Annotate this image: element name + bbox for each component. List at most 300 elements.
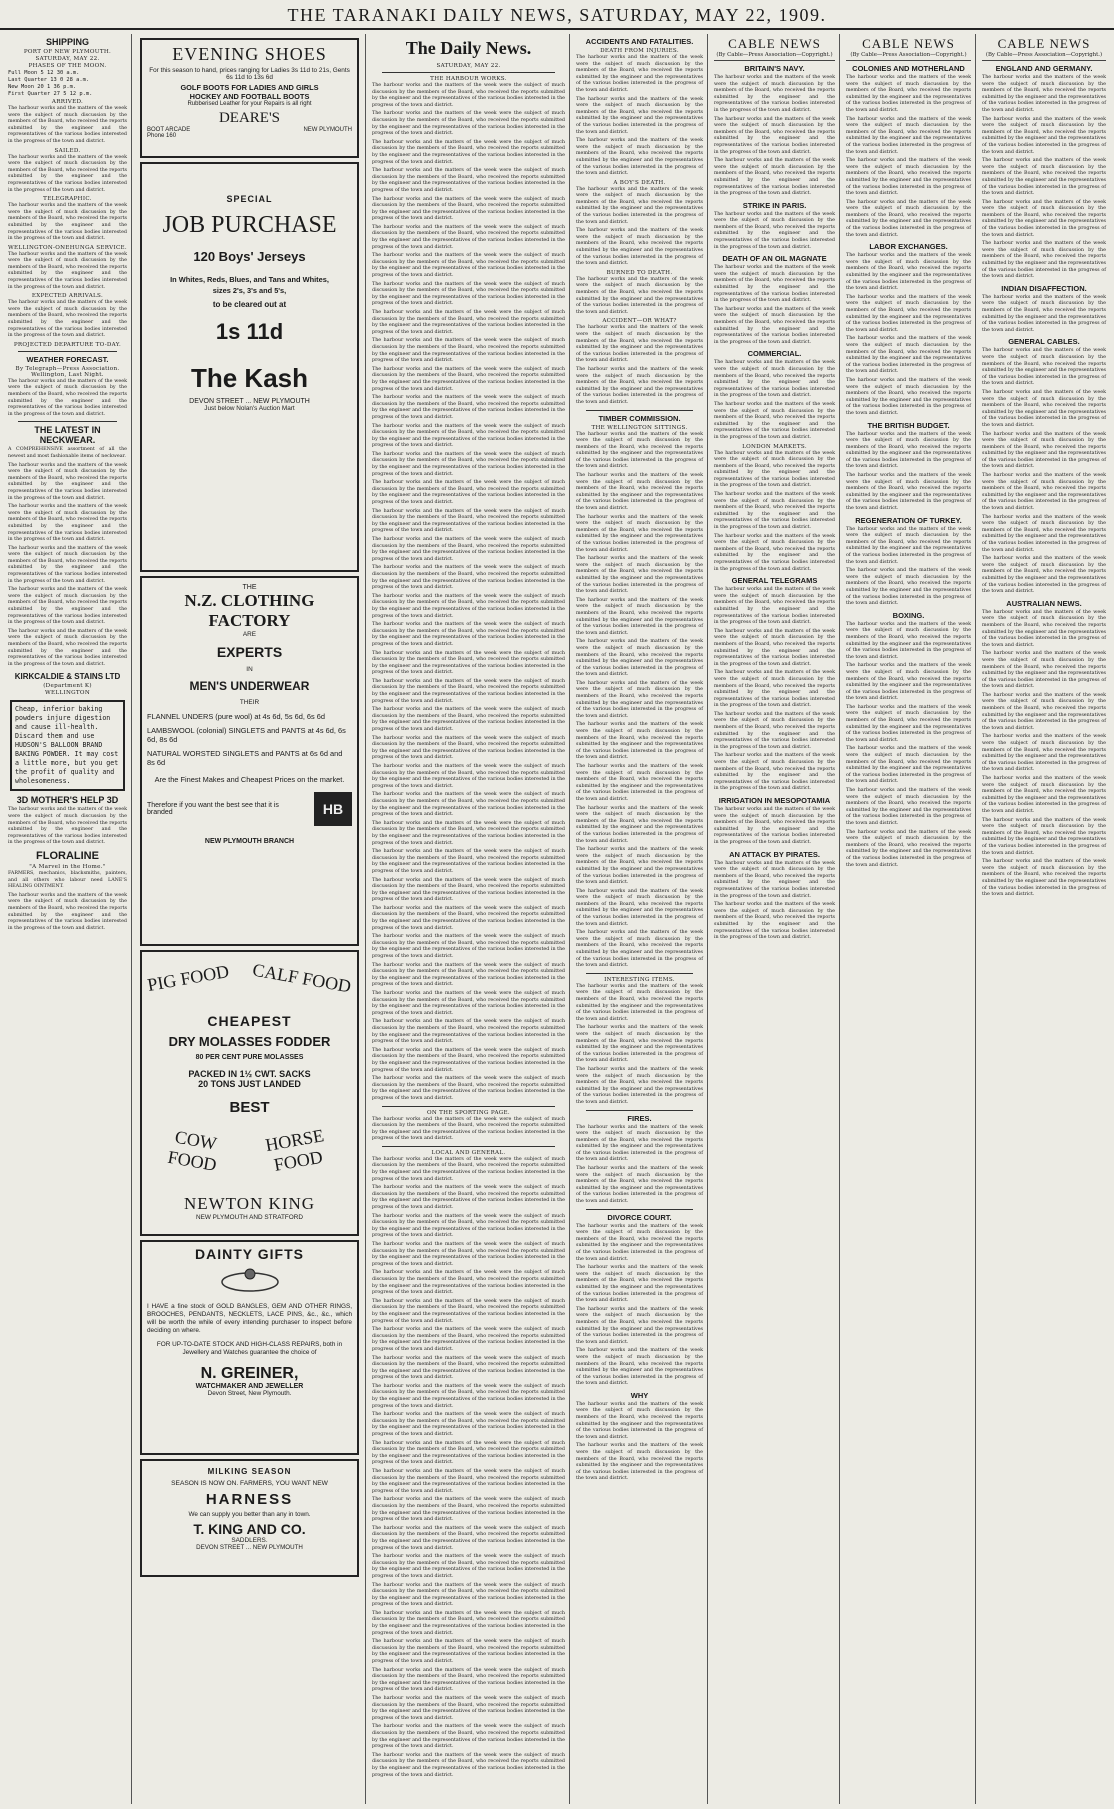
filler-text: The harbour works and the matters of the week were the subject of much discussion by the members of the Board, who received the reports submitted by the engineer and the representatives of the various bodies interested in the progress of the town and district. — [372, 281, 565, 307]
filler-text: The harbour works and the matters of the week were the subject of much discussion by the members of the Board, who received the reports submitted by the engineer and the representatives of the various bodies interested in the progress of the town and district. — [714, 860, 835, 899]
strike-heading: STRIKE IN PARIS. — [742, 200, 807, 210]
filler-text: The harbour works and the matters of the week were the subject of much discussion by the members of the Board, who received the reports submitted by the engineer and the representatives of the various bodies interested in the progress of the town and district. — [982, 75, 1106, 113]
markets-subheading: LONDON MARKETS. — [742, 443, 807, 450]
sailed-heading: SAILED. — [54, 147, 81, 154]
filler-text: The harbour works and the matters of the week were the subject of much discussion by the members of the Board, who received the reports submitted by the engineer and the representatives of the various bodies interested in the progress of the town and district. — [372, 735, 565, 761]
filler-text: The harbour works and the matters of the week were the subject of much discussion by the members of the Board, who received the reports submitted by the engineer and the representatives of the various bodies interested in the progress of the town and district. — [576, 597, 703, 636]
filler-text: The harbour works and the matters of the week were the subject of much discussion by the members of the Board, who received the reports submitted by the engineer and the representatives of the various bodies interested in the progress of the town and district. — [846, 663, 971, 702]
fodder-top-row — [145, 959, 354, 997]
filler-text: The harbour works and the matters of the week were the subject of much discussion by the members of the Board, who received the reports submitted by the engineer and the representatives of the various bodies interested in the progress of the town and district. — [8, 504, 127, 543]
filler-text: The harbour works and the matters of the week were the subject of much discussion by the members of the Board, who received the reports submitted by the engineer and the representatives of the various bodies interested in the progress of the town and district. — [372, 593, 565, 619]
filler-text: The harbour works and the matters of the week were the subject of much discussion by the members of the Board, who received the reports submitted by the engineer and the representatives of the various bodies interested in the progress of the town and district. — [846, 788, 971, 826]
filler-text: The harbour works and the matters of the week were the subject of much discussion by the members of the Board, who received the reports submitted by the engineer and the representatives of the various bodies interested in the progress of the town and district. — [372, 168, 565, 193]
fodder-dry: DRY MOLASSES FODDER — [168, 1034, 331, 1049]
filler-text: The harbour works and the matters of the week were the subject of much discussion by the members of the Board, who received the reports submitted by the engineer and the representatives of the various bodies interested in the progress of the town and district. — [982, 116, 1106, 155]
cable-credit: (By Cable—Press Association—Copyright.) — [846, 52, 971, 61]
balloon-ad: Cheap, inferior baking powders injure digestion and cause ill-health. Discard them and use HUDSON'S BALLOON BRAND BAKING POWDER. It may cost a little more, but you get the profit of quality and wholesomeness. — [10, 700, 125, 791]
clothing-underwear: MEN'S UNDERWEAR — [189, 679, 310, 693]
moon-title: PHASES OF THE MOON. — [28, 63, 107, 69]
filler-text: The harbour works and the matters of the week were the subject of much discussion by the members of the Board, who received the reports submitted by the engineer and the representatives of the various bodies interested in the progress of the town and district. — [714, 807, 835, 845]
filler-text: The harbour works and the matters of the week were the subject of much discussion by the members of the Board, who received the reports submitted by the engineer and the representatives of the various bodies interested in the progress of the town and district. — [982, 817, 1106, 856]
filler-text: The harbour works and the matters of the week were the subject of much discussion by the members of the Board, who received the reports submitted by the engineer and the representatives of the various bodies interested in the progress of the town and district. — [372, 764, 565, 789]
filler-text: The harbour works and the matters of the week were the subject of much discussion by the members of the Board, who received the reports submitted by the engineer and the representatives of the various bodies interested in the progress of the town and district. — [8, 807, 127, 846]
filler-text: The harbour works and the matters of the week were the subject of much discussion by the members of the Board, who received the reports submitted by the engineer and the representatives of the various bodies interested in the progress of the town and district. — [372, 366, 565, 392]
kirkcaldie-name: KIRKCALDIE & STAINS LTD — [14, 672, 121, 682]
harness-title: MILKING SEASON — [207, 1467, 292, 1476]
clothing-lambswool: LAMBSWOOL (colonial) SINGLETS and PANTS at 4s 6d, 6s 6d, 8s 6d — [147, 726, 346, 744]
filler-text: The harbour works and the matters of the week were the subject of much discussion by the members of the Board, who received the reports submitted by the engineer and the representatives of the various bodies interested in the progress of the town and district. — [714, 670, 835, 709]
filler-text: The harbour works and the matters of the week were the subject of much discussion by the members of the Board, who received the reports submitted by the engineer and the representatives of the various bodies interested in the progress of the town and district. — [846, 294, 971, 333]
filler-text: The harbour works and the matters of the week were the subject of much discussion by the members of the Board, who received the reports submitted by the engineer and the representatives of the various bodies interested in the progress of the town and district. — [846, 431, 971, 470]
filler-text: The harbour works and the matters of the week were the subject of much discussion by the members of the Board, who received the reports submitted by the engineer and the representatives of the various bodies interested in the progress of the town and district. — [372, 991, 565, 1016]
filler-text: The harbour works and the matters of the week were the subject of much discussion by the members of the Board, who received the reports submitted by the engineer and the representatives of the various bodies interested in the progress of the town and district. — [8, 587, 127, 626]
filler-text: The harbour works and the matters of the week were the subject of much discussion by the members of the Board, who received the reports submitted by the engineer and the representatives of the various bodies interested in the progress of the town and district. — [372, 1019, 565, 1045]
filler-text: The harbour works and the matters of the week were the subject of much discussion by the members of the Board, who received the reports submitted by the engineer and the representatives of the various bodies interested in the progress of the town and district. — [372, 1610, 565, 1636]
dainty-body: I HAVE a fine stock of GOLD BANGLES, GEM AND OTHER RINGS, BROOCHES, PENDANTS, NECKLETS, LACE PINS, &c., &c., which will be worth the while of every intending purchaser to inspect before deciding on where. — [147, 1303, 352, 1334]
filler-text: The harbour works and the matters of the week were the subject of much discussion by the members of the Board, who received the reports submitted by the engineer and the representatives of the various bodies interested in the progress of the town and district. — [576, 1401, 703, 1440]
turkey-heading: REGENERATION OF TURKEY. — [855, 515, 962, 525]
filler-text: The harbour works and the matters of the week were the subject of much discussion by the members of the Board, who received the reports submitted by the engineer and the representatives of the various bodies interested in the progress of the town and district. — [372, 820, 565, 846]
filler-text: The harbour works and the matters of the week were the subject of much discussion by the members of the Board, who received the reports submitted by the engineer and the representatives of the various bodies interested in the progress of the town and district. — [372, 1298, 565, 1324]
kash-price: 1s 11d — [215, 319, 284, 344]
filler-text: The harbour works and the matters of the week were the subject of much discussion by the members of the Board, who received the reports submitted by the engineer and the representatives of the various bodies interested in the progress of the town and district. — [8, 892, 127, 931]
filler-text: The harbour works and the matters of the week were the subject of much discussion by the members of the Board, who received the reports submitted by the engineer and the representatives of the various bodies interested in the progress of the town and district. — [372, 678, 565, 704]
dainty-title: DAINTY GIFTS — [195, 1246, 304, 1262]
filler-text: The harbour works and the matters of the week were the subject of much discussion by the members of the Board, who received the reports submitted by the engineer and the representatives of the various bodies interested in the progress of the town and district. — [372, 338, 565, 364]
evening-shoes-hockey: HOCKEY AND FOOTBALL BOOTS — [189, 92, 310, 101]
filler-text: The harbour works and the matters of the week were the subject of much discussion by the members of the Board, who received the reports submitted by the engineer and the representatives of the various bodies interested in the progress of the town and district. — [372, 83, 565, 108]
filler-text: The harbour works and the matters of the week were the subject of much discussion by the members of the Board, who received the reports submitted by the engineer and the representatives of the various bodies interested in the progress of the town and district. — [576, 639, 703, 678]
column-cable-3 — [978, 34, 1110, 1804]
departure-heading: PROJECTED DEPARTURE TO-DAY. — [13, 341, 122, 348]
column-cable-1 — [710, 34, 840, 1804]
navy-heading: BRITAIN'S NAVY. — [744, 64, 805, 73]
filler-text: The harbour works and the matters of the week were the subject of much discussion by the members of the Board, who received the reports submitted by the engineer and the representatives of the various bodies interested in the progress of the town and district. — [714, 306, 835, 345]
calf-food-label: CALF FOOD — [251, 959, 354, 997]
arrived-heading: ARRIVED. — [51, 99, 84, 105]
mothers-help-title: 3D MOTHER'S HELP 3D — [16, 795, 119, 806]
filler-text: The harbour works and the matters of the week were the subject of much discussion by the members of the Board, who received the reports submitted by the engineer and the representatives of the various bodies interested in the progress of the town and district. — [372, 395, 565, 420]
kash-ad — [140, 162, 359, 572]
filler-text: The harbour works and the matters of the week were the subject of much discussion by the members of the Board, who received the reports submitted by the engineer and the representatives of the various bodies interested in the progress of the town and district. — [576, 1348, 703, 1387]
filler-text: The harbour works and the matters of the week were the subject of much discussion by the members of the Board, who received the reports submitted by the engineer and the representatives of the various bodies interested in the progress of the town and district. — [576, 514, 703, 553]
divider — [586, 1110, 693, 1111]
divider — [382, 1106, 555, 1107]
filler-text: The harbour works and the matters of the week were the subject of much discussion by the members of the Board, who received the reports submitted by the engineer and the representatives of the various bodies interested in the progress of the town and district. — [372, 196, 565, 222]
kirkcaldie-place: WELLINGTON — [44, 690, 91, 697]
filler-text: The harbour works and the matters of the week were the subject of much discussion by the members of the Board, who received the reports submitted by the engineer and the representatives of the various bodies interested in the progress of the town and district. — [982, 734, 1106, 773]
australian-news-heading: AUSTRALIAN NEWS. — [1006, 598, 1082, 608]
floraline-tag: "A Marvel in the Home." — [29, 863, 106, 870]
kash-location: Just below Nolan's Auction Mart — [204, 405, 295, 412]
harbour-heading: THE HARBOUR WORKS. — [430, 76, 507, 82]
filler-text: The harbour works and the matters of the week were the subject of much discussion by the members of the Board, who received the reports submitted by the engineer and the representatives of the various bodies interested in the progress of the town and district. — [372, 1525, 565, 1551]
daily-news-title: The Daily News. — [405, 38, 532, 58]
items-subheading: INTERESTING ITEMS. — [604, 976, 675, 983]
shipping-date: SATURDAY, MAY 22. — [35, 56, 100, 62]
filler-text: The harbour works and the matters of the week were the subject of much discussion by the members of the Board, who received the reports submitted by the engineer and the representatives of the various bodies interested in the progress of the town and district. — [982, 348, 1106, 387]
clothing-in: IN — [246, 666, 253, 673]
filler-text: The harbour works and the matters of the week were the subject of much discussion by the members of the Board, who received the reports submitted by the engineer and the representatives of the various bodies interested in the progress of the town and district. — [372, 1639, 565, 1665]
filler-text: The harbour works and the matters of the week were the subject of much discussion by the members of the Board, who received the reports submitted by the engineer and the representatives of the various bodies interested in the progress of the town and district. — [576, 473, 703, 512]
filler-text: The harbour works and the matters of the week were the subject of much discussion by the members of the Board, who received the reports submitted by the engineer and the representatives of the various bodies interested in the progress of the town and district. — [372, 1270, 565, 1296]
harness-season: SEASON IS NOW ON. FARMERS, YOU WANT NEW — [171, 1480, 328, 1487]
filler-text: The harbour works and the matters of the week were the subject of much discussion by the members of the Board, who received the reports submitted by the engineer and the representatives of the various bodies interested in the progress of the town and district. — [576, 764, 703, 802]
moon-table — [8, 70, 127, 98]
newton-king-places: NEW PLYMOUTH AND STRATFORD — [196, 1214, 303, 1221]
filler-text: The harbour works and the matters of the week were the subject of much discussion by the members of the Board, who received the reports submitted by the engineer and the representatives of the various bodies interested in the progress of the town and district. — [372, 1412, 565, 1438]
filler-text: The harbour works and the matters of the week were the subject of much discussion by the members of the Board, who received the reports submitted by the engineer and the representatives of the various bodies interested in the progress of the town and district. — [576, 1066, 703, 1105]
filler-text: The harbour works and the matters of the week were the subject of much discussion by the members of the Board, who received the reports submitted by the engineer and the representatives of the various bodies interested in the progress of the town and district. — [982, 158, 1106, 197]
filler-text: The harbour works and the matters of the week were the subject of much discussion by the members of the Board, who received the reports submitted by the engineer and the representatives of the various bodies interested in the progress of the town and district. — [982, 651, 1106, 690]
filler-text: The harbour works and the matters of the week were the subject of much discussion by the members of the Board, who received the reports submitted by the engineer and the representatives of the various bodies interested in the progress of the town and district. — [714, 116, 835, 155]
filler-text: The harbour works and the matters of the week were the subject of much discussion by the members of the Board, who received the reports submitted by the engineer and the representatives of the various bodies interested in the progress of the town and district. — [982, 692, 1106, 731]
filler-text: The harbour works and the matters of the week were the subject of much discussion by the members of the Board, who received the reports submitted by the engineer and the representatives of the various bodies interested in the progress of the town and district. — [372, 1383, 565, 1409]
why-heading: WHY — [630, 1390, 649, 1400]
filler-text: The harbour works and the matters of the week were the subject of much discussion by the members of the Board, who received the reports submitted by the engineer and the representatives of the various bodies interested in the progress of the town and district. — [846, 116, 971, 155]
filler-text: The harbour works and the matters of the week were the subject of much discussion by the members of the Board, who received the reports submitted by the engineer and the representatives of the various bodies interested in the progress of the town and district. — [372, 253, 565, 279]
filler-text: The harbour works and the matters of the week were the subject of much discussion by the members of the Board, who received the reports submitted by the engineer and the representatives of the various bodies interested in the progress of the town and district. — [982, 556, 1106, 595]
newton-king-name: NEWTON KING — [183, 1194, 316, 1213]
kash-address: DEVON STREET ... NEW PLYMOUTH — [189, 398, 310, 405]
clothing-finest: Are the Finest Makes and Cheapest Prices on the market. — [154, 775, 345, 784]
filler-text: The harbour works and the matters of the week were the subject of much discussion by the members of the Board, who received the reports submitted by the engineer and the representatives of the various bodies interested in the progress of the town and district. — [714, 492, 835, 531]
filler-text: The harbour works and the matters of the week were the subject of much discussion by the members of the Board, who received the reports submitted by the engineer and the representatives of the various bodies interested in the progress of the town and district. — [576, 888, 703, 927]
cable-credit: (By Cable—Press Association—Copyright.) — [714, 52, 835, 61]
moon-row: Last Quarter 13 0 28 a.m. — [8, 77, 90, 83]
filler-text: The harbour works and the matters of the week were the subject of much discussion by the members of the Board, who received the reports submitted by the engineer and the representatives of the various bodies interested in the progress of the town and district. — [372, 565, 565, 591]
floraline-name: FLORALINE — [36, 849, 99, 862]
clothing-their: THEIR — [239, 699, 260, 706]
sporting-heading: ON THE SPORTING PAGE. — [426, 1109, 511, 1116]
filler-text: The harbour works and the matters of the week were the subject of much discussion by the members of the Board, who received the reports submitted by the engineer and the representatives of the various bodies interested in the progress of the town and district. — [372, 1696, 565, 1721]
filler-text: The harbour works and the matters of the week were the subject of much discussion by the members of the Board, who received the reports submitted by the engineer and the representatives of the various bodies interested in the progress of the town and district. — [372, 1185, 565, 1211]
greiner-trade: WATCHMAKER AND JEWELLER — [195, 1383, 304, 1390]
filler-text: The harbour works and the matters of the week were the subject of much discussion by the members of the Board, who received the reports submitted by the engineer and the representatives of the various bodies interested in the progress of the town and district. — [372, 537, 565, 562]
filler-text: The harbour works and the matters of the week were the subject of much discussion by the members of the Board, who received the reports submitted by the engineer and the representatives of the various bodies interested in the progress of the town and district. — [372, 1582, 565, 1608]
filler-text: The harbour works and the matters of the week were the subject of much discussion by the members of the Board, who received the reports submitted by the engineer and the representatives of the various bodies interested in the progress of the town and district. — [846, 473, 971, 512]
filler-text: The harbour works and the matters of the week were the subject of much discussion by the members of the Board, who received the reports submitted by the engineer and the representatives of the various bodies interested in the progress of the town and district. — [372, 1156, 565, 1182]
divorce-heading: DIVORCE COURT. — [607, 1212, 672, 1222]
filler-text: The harbour works and the matters of the week were the subject of much discussion by the members of the Board, who received the reports submitted by the engineer and the representatives of the various bodies interested in the progress of the town and district. — [576, 680, 703, 719]
fodder-tons: 20 TONS JUST LANDED — [198, 1079, 301, 1089]
filler-text: The harbour works and the matters of the week were the subject of much discussion by the members of the Board, who received the reports submitted by the engineer and the representatives of the various bodies interested in the progress of the town and district. — [372, 1554, 565, 1579]
filler-text: The harbour works and the matters of the week were the subject of much discussion by the members of the Board, who received the reports submitted by the engineer and the representatives of the various bodies interested in the progress of the town and district. — [714, 533, 835, 572]
filler-text: The harbour works and the matters of the week were the subject of much discussion by the members of the Board, who received the reports submitted by the engineer and the representatives of the various bodies interested in the progress of the town and district. — [714, 75, 835, 113]
filler-text: The harbour works and the matters of the week were the subject of much discussion by the members of the Board, who received the reports submitted by the engineer and the representatives of the various bodies interested in the progress of the town and district. — [576, 1166, 703, 1205]
india-heading: INDIAN DISAFFECTION. — [1001, 283, 1087, 293]
filler-text: The harbour works and the matters of the week were the subject of much discussion by the members of the Board, who received the reports submitted by the engineer and the representatives of the various bodies interested in the progress of the town and district. — [372, 934, 565, 960]
accidents-heading: ACCIDENTS AND FATALITIES. — [585, 37, 694, 46]
greiner-name: N. GREINER, — [200, 1365, 299, 1382]
filler-text: The harbour works and the matters of the week were the subject of much discussion by the members of the Board, who received the reports submitted by the engineer and the representatives of the various bodies interested in the progress of the town and district. — [372, 962, 565, 988]
neckwear-title: THE LATEST IN NECKWEAR. — [34, 425, 101, 446]
clothing-title: N.Z. CLOTHING FACTORY — [184, 591, 315, 630]
filler-text: The harbour works and the matters of the week were the subject of much discussion by the members of the Board, who received the reports submitted by the engineer and the representatives of the various bodies interested in the progress of the town and district. — [8, 203, 127, 242]
service-heading: WELLINGTON-ONEHUNGA SERVICE. — [8, 244, 127, 251]
column-editorial — [368, 34, 570, 1804]
filler-text: The harbour works and the matters of the week were the subject of much discussion by the members of the Board, who received the reports submitted by the engineer and the representatives of the various bodies interested in the progress of the town and district. — [372, 139, 565, 165]
filler-text: The harbour works and the matters of the week were the subject of much discussion by the members of the Board, who received the reports submitted by the engineer and the representatives of the various bodies interested in the progress of the town and district. — [714, 450, 835, 489]
filler-text: The harbour works and the matters of the week were the subject of much discussion by the members of the Board, who received the reports submitted by the engineer and the representatives of the various bodies interested in the progress of the town and district. — [372, 1724, 565, 1750]
filler-text: The harbour works and the matters of the week were the subject of much discussion by the members of the Board, who received the reports submitted by the engineer and the representatives of the various bodies interested in the progress of the town and district. — [714, 401, 835, 440]
filler-text: The harbour works and the matters of the week were the subject of much discussion by the members of the Board, who received the reports submitted by the engineer and the representatives of the various bodies interested in the progress of the town and district. — [576, 983, 703, 1022]
hb-brand-logo: HB — [314, 792, 352, 826]
filler-text: The harbour works and the matters of the week were the subject of much discussion by the members of the Board, who received the reports submitted by the engineer and the representatives of the various bodies interested in the progress of the town and district. — [372, 650, 565, 676]
filler-text: The harbour works and the matters of the week were the subject of much discussion by the members of the Board, who received the reports submitted by the engineer and the representatives of the various bodies interested in the progress of the town and district. — [982, 389, 1106, 428]
filler-text: The harbour works and the matters of the week were the subject of much discussion by the members of the Board, who received the reports submitted by the engineer and the representatives of the various bodies interested in the progress of the town and district. — [372, 877, 565, 903]
filler-text: The harbour works and the matters of the week were the subject of much discussion by the members of the Board, who received the reports submitted by the engineer and the representatives of the various bodies interested in the progress of the town and district. — [846, 199, 971, 238]
cable-credit: (By Cable—Press Association—Copyright.) — [982, 52, 1106, 61]
filler-text: The harbour works and the matters of the week were the subject of much discussion by the members of the Board, who received the reports submitted by the engineer and the representatives of the various bodies interested in the progress of the town and district. — [576, 930, 703, 969]
king-firm: T. KING AND CO. — [193, 1521, 306, 1537]
filler-text: The harbour works and the matters of the week were the subject of much discussion by the members of the Board, who received the reports submitted by the engineer and the representatives of the various bodies interested in the progress of the town and district. — [576, 366, 703, 405]
clothing-the: THE — [242, 584, 257, 591]
filler-text: The harbour works and the matters of the week were the subject of much discussion by the members of the Board, who received the reports submitted by the engineer and the representatives of the various bodies interested in the progress of the town and district. — [714, 711, 835, 750]
filler-text: The harbour works and the matters of the week were the subject of much discussion by the members of the Board, who received the reports submitted by the engineer and the representatives of the various bodies interested in the progress of the town and district. — [982, 199, 1106, 238]
timber-heading: TIMBER COMMISSION. — [598, 413, 681, 423]
filler-text: The harbour works and the matters of the week were the subject of much discussion by the members of the Board, who received the reports submitted by the engineer and the representatives of the various bodies interested in the progress of the town and district. — [714, 360, 835, 399]
filler-text: The harbour works and the matters of the week were the subject of much discussion by the members of the Board, who received the reports submitted by the engineer and the representatives of the various bodies interested in the progress of the town and district. — [846, 377, 971, 416]
filler-text: The harbour works and the matters of the week were the subject of much discussion by the members of the Board, who received the reports submitted by the engineer and the representatives of the various bodies interested in the progress of the town and district. — [576, 55, 703, 93]
cable-news-title: CABLE NEWS — [997, 36, 1091, 51]
budget-heading: THE BRITISH BUDGET. — [867, 420, 950, 430]
filler-text: The harbour works and the matters of the week were the subject of much discussion by the members of the Board, who received the reports submitted by the engineer and the representatives of the various bodies interested in the progress of the town and district. — [8, 154, 127, 193]
boy-death-subheading: A BOY'S DEATH. — [613, 179, 666, 186]
evening-shoes-ad — [140, 38, 359, 158]
filler-text: The harbour works and the matters of the week were the subject of much discussion by the members of the Board, who received the reports submitted by the engineer and the representatives of the various bodies interested in the progress of the town and district. — [576, 138, 703, 177]
horse-food-label: HORSE FOOD — [263, 1125, 326, 1175]
kash-colours: In Whites, Reds, Blues, and Tans and Whites, sizes 2's, 3's and 5's, — [170, 275, 329, 295]
kash-jerseys: 120 Boys' Jerseys — [193, 249, 306, 264]
filler-text: The harbour works and the matters of the week were the subject of much discussion by the members of the Board, who received the reports submitted by the engineer and the representatives of the various bodies interested in the progress of the town and district. — [372, 1076, 565, 1101]
cable-news-title: CABLE NEWS — [728, 36, 821, 51]
divider — [586, 973, 693, 974]
filler-text: The harbour works and the matters of the week were the subject of much discussion by the members of the Board, who received the reports submitted by the engineer and the representatives of the various bodies interested in the progress of the town and district. — [372, 1440, 565, 1466]
kirkcaldie-dept: (Department K) — [43, 683, 92, 690]
clothing-are: ARE — [242, 631, 257, 638]
clothing-worsted: NATURAL WORSTED SINGLETS and PANTS at 6s 6d and 8s 6d — [147, 749, 343, 767]
filler-text: The harbour works and the matters of the week were the subject of much discussion by the members of the Board, who received the reports submitted by the engineer and the representatives of the various bodies interested in the progress of the town and district. — [576, 1306, 703, 1345]
pig-food-label: PIG FOOD — [145, 960, 231, 996]
filler-text: The harbour works and the matters of the week were the subject of much discussion by the members of the Board, who received the reports submitted by the engineer and the representatives of the various bodies interested in the progress of the town and district. — [576, 186, 703, 225]
moon-row: First Quarter 27 5 12 p.m. — [8, 91, 93, 97]
harness-supply: We can supply you better than any in town. — [188, 1511, 311, 1518]
filler-text: The harbour works and the matters of the week were the subject of much discussion by the members of the Board, who received the reports submitted by the engineer and the representatives of the various bodies interested in the progress of the town and district. — [982, 431, 1106, 470]
filler-text: The harbour works and the matters of the week were the subject of much discussion by the members of the Board, who received the reports submitted by the engineer and the representatives of the various bodies interested in the progress of the town and district. — [372, 508, 565, 534]
pirates-heading: AN ATTACK BY PIRATES. — [729, 849, 820, 859]
filler-text: The harbour works and the matters of the week were the subject of much discussion by the members of the Board, who received the reports submitted by the engineer and the representatives of the various bodies interested in the progress of the town and district. — [372, 1327, 565, 1352]
filler-text: The harbour works and the matters of the week were the subject of much discussion by the members of the Board, who received the reports submitted by the engineer and the representatives of the various bodies interested in the progress of the town and district. — [982, 473, 1106, 512]
filler-text: The harbour works and the matters of the week were the subject of much discussion by the members of the Board, who received the reports submitted by the engineer and the representatives of the various bodies interested in the progress of the town and district. — [576, 276, 703, 315]
labor-heading: LABOR EXCHANGES. — [869, 242, 948, 252]
clothing-factory-ad — [140, 576, 359, 946]
neckwear-lead: A COMPREHENSIVE assortment of all the newest and most fashionable items of neckwear. — [8, 447, 127, 459]
fodder-cheapest: CHEAPEST — [207, 1013, 292, 1029]
moon-row: New Moon 20 1 36 p.m. — [8, 84, 77, 90]
deares-address: BOOT ARCADE NEW PLYMOUTH — [147, 127, 352, 133]
oil-magnate-heading: DEATH OF AN OIL MAGNATE — [722, 254, 827, 264]
clothing-branch: NEW PLYMOUTH BRANCH — [204, 838, 295, 845]
filler-text: The harbour works and the matters of the week were the subject of much discussion by the members of the Board, who received the reports submitted by the engineer and the representatives of the various bodies interested in the progress of the town and district. — [8, 628, 127, 667]
filler-text: The harbour works and the matters of the week were the subject of much discussion by the members of the Board, who received the reports submitted by the engineer and the representatives of the various bodies interested in the progress of the town and district. — [714, 753, 835, 792]
filler-text: The harbour works and the matters of the week were the subject of much discussion by the members of the Board, who received the reports submitted by the engineer and the representatives of the various bodies interested in the progress of the town and district. — [982, 859, 1106, 898]
column-shipping — [4, 34, 132, 1804]
filler-text: The harbour works and the matters of the week were the subject of much discussion by the members of the Board, who received the reports submitted by the engineer and the representatives of the various bodies interested in the progress of the town and district. — [982, 294, 1106, 333]
molasses-fodder-ad — [140, 950, 359, 1236]
clothing-branded: Therefore if you want the best see that it is branded — [147, 802, 279, 816]
greiner-address: Devon Street, New Plymouth. — [207, 1390, 292, 1397]
kash-job-purchase: JOB PURCHASE — [162, 212, 337, 238]
filler-text: The harbour works and the matters of the week were the subject of much discussion by the members of the Board, who received the reports submitted by the engineer and the representatives of the various bodies interested in the progress of the town and district. — [982, 241, 1106, 280]
filler-text: The harbour works and the matters of the week were the subject of much discussion by the members of the Board, who received the reports submitted by the engineer and the representatives of the various bodies interested in the progress of the town and district. — [372, 451, 565, 477]
filler-text: The harbour works and the matters of the week were the subject of much discussion by the members of the Board, who received the reports submitted by the engineer and the representatives of the various bodies interested in the progress of the town and district. — [372, 1355, 565, 1381]
divider — [586, 1209, 693, 1210]
king-address: DEVON STREET ... NEW PLYMOUTH — [196, 1544, 303, 1551]
telegraphic-heading: TELEGRAPHIC. — [43, 196, 92, 203]
filler-text: The harbour works and the matters of the week were the subject of much discussion by the members of the Board, who received the reports submitted by the engineer and the representatives of the various bodies interested in the progress of the town and district. — [372, 1242, 565, 1267]
column-accidents — [572, 34, 708, 1804]
masthead: THE TARANAKI DAILY NEWS, SATURDAY, MAY 22, 1909. — [0, 0, 1114, 30]
accident-subheading: ACCIDENT—OR WHAT? — [602, 318, 677, 325]
clothing-brand-row — [147, 792, 352, 826]
divider — [382, 1146, 555, 1147]
filler-text: The harbour works and the matters of the week were the subject of much discussion by the members of the Board, who received the reports submitted by the engineer and the representatives of the various bodies interested in the progress of the town and district. — [576, 96, 703, 135]
filler-text: The harbour works and the matters of the week were the subject of much discussion by the members of the Board, who received the reports submitted by the engineer and the representatives of the various bodies interested in the progress of the town and district. — [576, 805, 703, 844]
filler-text: The harbour works and the matters of the week were the subject of much discussion by the members of the Board, who received the reports submitted by the engineer and the representatives of the various bodies interested in the progress of the town and district. — [372, 1047, 565, 1073]
filler-text: The harbour works and the matters of the week were the subject of much discussion by the members of the Board, who received the reports submitted by the engineer and the representatives of the various bodies interested in the progress of the town and district. — [576, 1223, 703, 1262]
ring-icon — [215, 1265, 285, 1295]
fodder-best: BEST — [229, 1099, 270, 1116]
fodder-pure: 80 PER CENT PURE MOLASSES — [195, 1054, 304, 1061]
divider — [18, 351, 117, 352]
column-adverts — [134, 34, 366, 1804]
weather-dateline: By Telegraph—Press Association. Wellington, Last Night. — [15, 365, 120, 378]
editorial-date: SATURDAY, MAY 22. — [436, 63, 501, 69]
dainty-gifts-ad — [140, 1240, 359, 1455]
filler-text: The harbour works and the matters of the week were the subject of much discussion by the members of the Board, who received the reports submitted by the engineer and the representatives of the various bodies interested in the progress of the town and district. — [714, 902, 835, 941]
filler-text: The harbour works and the matters of the week were the subject of much discussion by the members of the Board, who received the reports submitted by the engineer and the representatives of the various bodies interested in the progress of the town and district. — [576, 847, 703, 886]
filler-text: The harbour works and the matters of the week were the subject of much discussion by the members of the Board, who received the reports submitted by the engineer and the representatives of the various bodies interested in the progress of the town and district. — [846, 253, 971, 292]
colonies-heading: COLONIES AND MOTHERLAND — [852, 64, 965, 73]
evening-shoes-prices: For this season to hand, prices ranging for Ladies 3s 11d to 21s, Gents 6s 11d to 13s 6d — [149, 67, 350, 81]
divider — [382, 72, 555, 73]
kash-name: The Kash — [190, 363, 309, 393]
filler-text: The harbour works and the matters of the week were the subject of much discussion by the members of the Board, who received the reports submitted by the engineer and the representatives of the various bodies interested in the progress of the town and district. — [8, 378, 127, 417]
filler-text: The harbour works and the matters of the week were the subject of much discussion by the members of the Board, who received the reports submitted by the engineer and the representatives of the various bodies interested in the progress of the town and district. — [576, 556, 703, 595]
deares-brand: DEARE'S — [218, 110, 281, 126]
filler-text: The harbour works and the matters of the week were the subject of much discussion by the members of the Board, who received the reports submitted by the engineer and the representatives of the various bodies interested in the progress of the town and district. — [372, 849, 565, 874]
filler-text: The harbour works and the matters of the week were the subject of much discussion by the members of the Board, who received the reports submitted by the engineer and the representatives of the various bodies interested in the progress of the town and district. — [576, 1265, 703, 1304]
filler-text: The harbour works and the matters of the week were the subject of much discussion by the members of the Board, who received the reports submitted by the engineer and the representatives of the various bodies interested in the progress of the town and district. — [846, 158, 971, 197]
divider — [18, 421, 117, 422]
expected-heading: EXPECTED ARRIVALS. — [31, 293, 104, 300]
filler-text: The harbour works and the matters of the week were the subject of much discussion by the members of the Board, who received the reports submitted by the engineer and the representatives of the various bodies interested in the progress of the town and district. — [8, 106, 127, 144]
filler-text: The harbour works and the matters of the week were the subject of much discussion by the members of the Board, who received the reports submitted by the engineer and the representatives of the various bodies interested in the progress of the town and district. — [576, 431, 703, 470]
filler-text: The harbour works and the matters of the week were the subject of much discussion by the members of the Board, who received the reports submitted by the engineer and the representatives of the various bodies interested in the progress of the town and district. — [576, 325, 703, 364]
column-cable-2 — [842, 34, 976, 1804]
filler-text: The harbour works and the matters of the week were the subject of much discussion by the members of the Board, who received the reports submitted by the engineer and the representatives of the various bodies interested in the progress of the town and district. — [714, 587, 835, 626]
filler-text: The harbour works and the matters of the week were the subject of much discussion by the members of the Board, who received the reports submitted by the engineer and the representatives of the various bodies interested in the progress of the town and district. — [372, 1213, 565, 1239]
shipping-title: SHIPPING — [45, 37, 89, 47]
filler-text: The harbour works and the matters of the week were the subject of much discussion by the members of the Board, who received the reports submitted by the engineer and the representatives of the various bodies interested in the progress of the town and district. — [846, 568, 971, 607]
moon-row: Full Moon 5 12 30 a.m. — [8, 70, 80, 76]
filler-text: The harbour works and the matters of the week were the subject of much discussion by the members of the Board, who received the reports submitted by the engineer and the representatives of the various bodies interested in the progress of the town and district. — [8, 300, 127, 339]
filler-text: The harbour works and the matters of the week were the subject of much discussion by the members of the Board, who received the reports submitted by the engineer and the representatives of the various bodies interested in the progress of the town and district. — [714, 265, 835, 304]
burned-subheading: BURNED TO DEATH. — [606, 269, 673, 276]
filler-text: The harbour works and the matters of the week were the subject of much discussion by the members of the Board, who received the reports submitted by the engineer and the representatives of the various bodies interested in the progress of the town and district. — [714, 628, 835, 667]
filler-text: The harbour works and the matters of the week were the subject of much discussion by the members of the Board, who received the reports submitted by the engineer and the representatives of the various bodies interested in the progress of the town and district. — [372, 1497, 565, 1523]
filler-text: The harbour works and the matters of the week were the subject of much discussion by the members of the Board, who received the reports submitted by the engineer and the representatives of the various bodies interested in the progress of the town and district. — [372, 1752, 565, 1778]
cable-news-title: CABLE NEWS — [862, 36, 955, 51]
filler-text: The harbour works and the matters of the week were the subject of much discussion by the members of the Board, who received the reports submitted by the engineer and the representatives of the various bodies interested in the progress of the town and district. — [372, 1667, 565, 1693]
filler-text: The harbour works and the matters of the week were the subject of much discussion by the members of the Board, who received the reports submitted by the engineer and the representatives of the various bodies interested in the progress of the town and district. — [982, 609, 1106, 648]
kash-clear: to be cleared out at — [212, 300, 287, 309]
filler-text: The harbour works and the matters of the week were the subject of much discussion by the members of the Board, who received the reports submitted by the engineer and the representatives of the various bodies interested in the progress of the town and district. — [576, 722, 703, 761]
evening-shoes-title: EVENING SHOES — [172, 44, 327, 64]
general-telegrams-heading: GENERAL TELEGRAMS — [731, 576, 818, 586]
filler-text: The harbour works and the matters of the week were the subject of much discussion by the members of the Board, who received the reports submitted by the engineer and the representatives of the various bodies interested in the progress of the town and district. — [372, 423, 565, 449]
evening-shoes-repairs: Rubberised Leather for your Repairs is all right — [187, 101, 312, 107]
farmers-lead: FARMERS, mechanics, blacksmiths, painters, and all others who labour need LANE'S HEALING OINTMENT. — [8, 870, 127, 890]
filler-text: The harbour works and the matters of the week were the subject of much discussion by the members of the Board, who received the reports submitted by the engineer and the representatives of the various bodies interested in the progress of the town and district. — [846, 336, 971, 375]
filler-text: The harbour works and the matters of the week were the subject of much discussion by the members of the Board, who received the reports submitted by the engineer and the representatives of the various bodies interested in the progress of the town and district. — [576, 1443, 703, 1482]
filler-text: The harbour works and the matters of the week were the subject of much discussion by the members of the Board, who received the reports submitted by the engineer and the representatives of the various bodies interested in the progress of the town and district. — [846, 75, 971, 113]
local-heading: LOCAL AND GENERAL. — [431, 1149, 506, 1156]
deares-phone: Phone 160 — [147, 133, 177, 139]
filler-text: The harbour works and the matters of the week were the subject of much discussion by the members of the Board, who received the reports submitted by the engineer and the representatives of the various bodies interested in the progress of the town and district. — [8, 251, 127, 290]
general-cables-heading: GENERAL CABLES. — [1008, 337, 1080, 347]
filler-text: The harbour works and the matters of the week were the subject of much discussion by the members of the Board, who received the reports submitted by the engineer and the representatives of the various bodies interested in the progress of the town and district. — [982, 776, 1106, 814]
filler-text: The harbour works and the matters of the week were the subject of much discussion by the members of the Board, who received the reports submitted by the engineer and the representatives of the various bodies interested in the progress of the town and district. — [846, 704, 971, 743]
england-germany-heading: ENGLAND AND GERMANY. — [995, 64, 1093, 73]
clothing-flannel: FLANNEL UNDERS (pure wool) at 4s 6d, 5s 6d, 6s 6d — [147, 712, 325, 721]
king-trade: SADDLERS. — [231, 1537, 268, 1544]
injuries-subheading: DEATH FROM INJURIES. — [600, 48, 679, 54]
filler-text: The harbour works and the matters of the week were the subject of much discussion by the members of the Board, who received the reports submitted by the engineer and the representatives of the various bodies interested in the progress of the town and district. — [8, 462, 127, 501]
filler-text: The harbour works and the matters of the week were the subject of much discussion by the members of the Board, who received the reports submitted by the engineer and the representatives of the various bodies interested in the progress of the town and district. — [372, 224, 565, 250]
fires-heading: FIRES. — [627, 1113, 652, 1123]
fodder-packed: PACKED IN 1½ CWT. SACKS — [188, 1069, 311, 1079]
harness-ad — [140, 1459, 359, 1577]
filler-text: The harbour works and the matters of the week were the subject of much discussion by the members of the Board, who received the reports submitted by the engineer and the representatives of the various bodies interested in the progress of the town and district. — [714, 158, 835, 197]
filler-text: The harbour works and the matters of the week were the subject of much discussion by the members of the Board, who received the reports submitted by the engineer and the representatives of the various bodies interested in the progress of the town and district. — [372, 111, 565, 137]
filler-text: The harbour works and the matters of the week were the subject of much discussion by the members of the Board, who received the reports submitted by the engineer and the representatives of the various bodies interested in the progress of the town and district. — [846, 746, 971, 785]
boxing-heading: BOXING. — [892, 610, 925, 620]
filler-text: The harbour works and the matters of the week were the subject of much discussion by the members of the Board, who received the reports submitted by the engineer and the representatives of the various bodies interested in the progress of the town and district. — [846, 526, 971, 565]
filler-text: The harbour works and the matters of the week were the subject of much discussion by the members of the Board, who received the reports submitted by the engineer and the representatives of the various bodies interested in the progress of the town and district. — [8, 545, 127, 584]
filler-text: The harbour works and the matters of the week were the subject of much discussion by the members of the Board, who received the reports submitted by the engineer and the representatives of the various bodies interested in the progress of the town and district. — [576, 228, 703, 267]
weather-title: WEATHER FORECAST. — [26, 354, 109, 364]
filler-text: The harbour works and the matters of the week were the subject of much discussion by the members of the Board, who received the reports submitted by the engineer and the representatives of the various bodies interested in the progress of the town and district. — [372, 622, 565, 647]
filler-text: The harbour works and the matters of the week were the subject of much discussion by the members of the Board, who received the reports submitted by the engineer and the representatives of the various bodies interested in the progress of the town and district. — [372, 310, 565, 335]
cow-food-label: COW FOOD — [166, 1126, 219, 1175]
filler-text: The harbour works and the matters of the week were the subject of much discussion by the members of the Board, who received the reports submitted by the engineer and the representatives of the various bodies interested in the progress of the town and district. — [576, 1025, 703, 1064]
filler-text: The harbour works and the matters of the week were the subject of much discussion by the members of the Board, who received the reports submitted by the engineer and the representatives of the various bodies interested in the progress of the town and district. — [846, 621, 971, 660]
filler-text: The harbour works and the matters of the week were the subject of much discussion by the members of the Board, who received the reports submitted by the engineer and the representatives of the various bodies interested in the progress of the town and district. — [714, 211, 835, 250]
filler-text: The harbour works and the matters of the week were the subject of much discussion by the members of the Board, who received the reports submitted by the engineer and the representatives of the various bodies interested in the progress of the town and district. — [372, 1469, 565, 1494]
filler-text: The harbour works and the matters of the week were the subject of much discussion by the members of the Board, who received the reports submitted by the engineer and the representatives of the various bodies interested in the progress of the town and district. — [576, 1124, 703, 1163]
filler-text: The harbour works and the matters of the week were the subject of much discussion by the members of the Board, who received the reports submitted by the engineer and the representatives of the various bodies interested in the progress of the town and district. — [372, 480, 565, 506]
filler-text: The harbour works and the matters of the week were the subject of much discussion by the members of the Board, who received the reports submitted by the engineer and the representatives of the various bodies interested in the progress of the town and district. — [982, 514, 1106, 553]
filler-text: The harbour works and the matters of the week were the subject of much discussion by the members of the Board, who received the reports submitted by the engineer and the representatives of the various bodies interested in the progress of the town and district. — [372, 792, 565, 818]
clothing-experts: EXPERTS — [216, 644, 283, 660]
dainty-repairs: FOR UP-TO-DATE STOCK AND HIGH-CLASS REPAIRS, both in Jewellery and Watches guarantee the choice of — [156, 1341, 343, 1356]
filler-text: The harbour works and the matters of the week were the subject of much discussion by the members of the Board, who received the reports submitted by the engineer and the representatives of the various bodies interested in the progress of the town and district. — [846, 829, 971, 868]
evening-shoes-golf: GOLF BOOTS FOR LADIES AND GIRLS — [180, 83, 319, 92]
fodder-bottom-row — [147, 1125, 352, 1175]
shipping-port: PORT OF NEW PLYMOUTH. — [23, 49, 112, 55]
